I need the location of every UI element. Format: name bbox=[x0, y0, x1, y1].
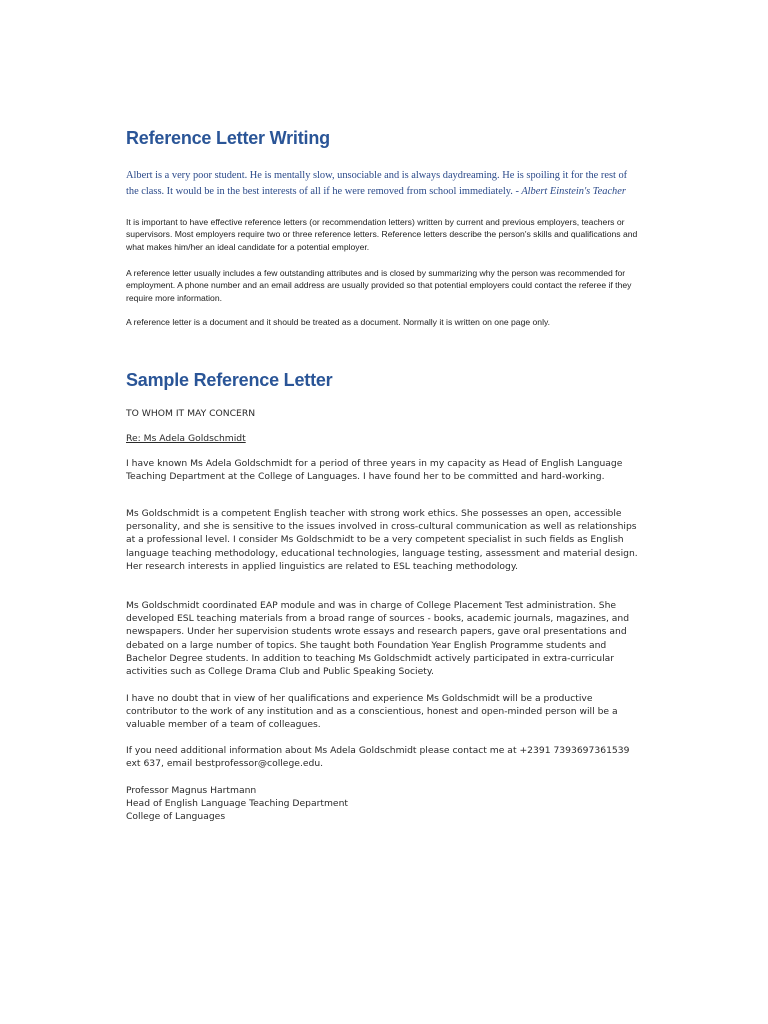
quote-text: Albert is a very poor student. He is mentally slow, unsociable and is always daydreaming. He is spoiling it for the rest of the class. It would be in the best interests of all if he were removed from school immediately. bbox=[126, 170, 628, 197]
letter-paragraph-1: I have known Ms Adela Goldschmidt for a period of three years in my capacity as Head of English Language Teaching Department at the College of Languages. I have found her to be committed and hard-working. bbox=[126, 458, 623, 483]
letter-re-line: Re: Ms Adela Goldschmidt bbox=[126, 433, 246, 444]
letter-signature bbox=[126, 784, 646, 824]
section-title-sample-reference-letter: Sample Reference Letter bbox=[126, 370, 333, 390]
einstein-teacher-quote bbox=[126, 168, 641, 200]
intro-paragraph-1: It is important to have effective reference letters (or recommendation letters) written by current and previous employers, teachers or supervisors. Most employers require two or three reference letters. Reference letters describe the person's skills and qualifications and what makes him/her an ideal candidate for a potential employer. bbox=[126, 217, 638, 252]
signature-position: Head of English Language Teaching Department bbox=[126, 798, 349, 810]
letter-paragraph-2: Ms Goldschmidt is a competent English teacher with strong work ethics. She possesses an open, accessible personality, and she is sensitive to the issues involved in cross-cultural communication as well as relationships at a professional level. I consider Ms Goldschmidt to be a very competent specialist in such fields as English language teaching methodology, educational technologies, language testing, assessment and material design. Her research interests in applied linguistics are related to ESL teaching methodology. bbox=[126, 508, 638, 572]
intro-paragraph-2: A reference letter usually includes a few outstanding attributes and is closed by summarizing why the person was recommended for employment. A phone number and an email address are usually provided so that potential employers could contact the referee if they require more information. bbox=[126, 268, 632, 303]
letter-paragraph-5: If you need additional information about Ms Adela Goldschmidt please contact me at +2391 7393697361539 ext 637, email bestprofessor@college.edu. bbox=[126, 745, 630, 770]
section-title-reference-letter-writing: Reference Letter Writing bbox=[126, 128, 330, 148]
signature-name: Professor Magnus Hartmann bbox=[126, 785, 257, 796]
signature-institution: College of Languages bbox=[126, 811, 226, 823]
letter-paragraph-4: I have no doubt that in view of her qualifications and experience Ms Goldschmidt will be a productive contributor to the work of any institution and as a conscientious, honest and open-minded person will be a valuable member of a team of colleagues. bbox=[126, 693, 618, 731]
letter-salutation: TO WHOM IT MAY CONCERN bbox=[126, 408, 256, 419]
letter-paragraph-3: Ms Goldschmidt coordinated EAP module and was in charge of College Placement Test administration. She developed ESL teaching materials from a broad range of sources - books, academic journals, magazines, and newspapers. Under her supervision students wrote essays and research papers, gave oral presentations and debated on a large number of topics. She taught both Foundation Year English Programme students and Bachelor Degree students. In addition to teaching Ms Goldschmidt actively participated in extra-curricular activities such as College Drama Club and Public Speaking Society. bbox=[126, 600, 630, 678]
quote-attribution: - Albert Einstein's Teacher bbox=[515, 186, 626, 197]
intro-paragraph-3: A reference letter is a document and it should be treated as a document. Normally it is written on one page only. bbox=[126, 317, 551, 327]
